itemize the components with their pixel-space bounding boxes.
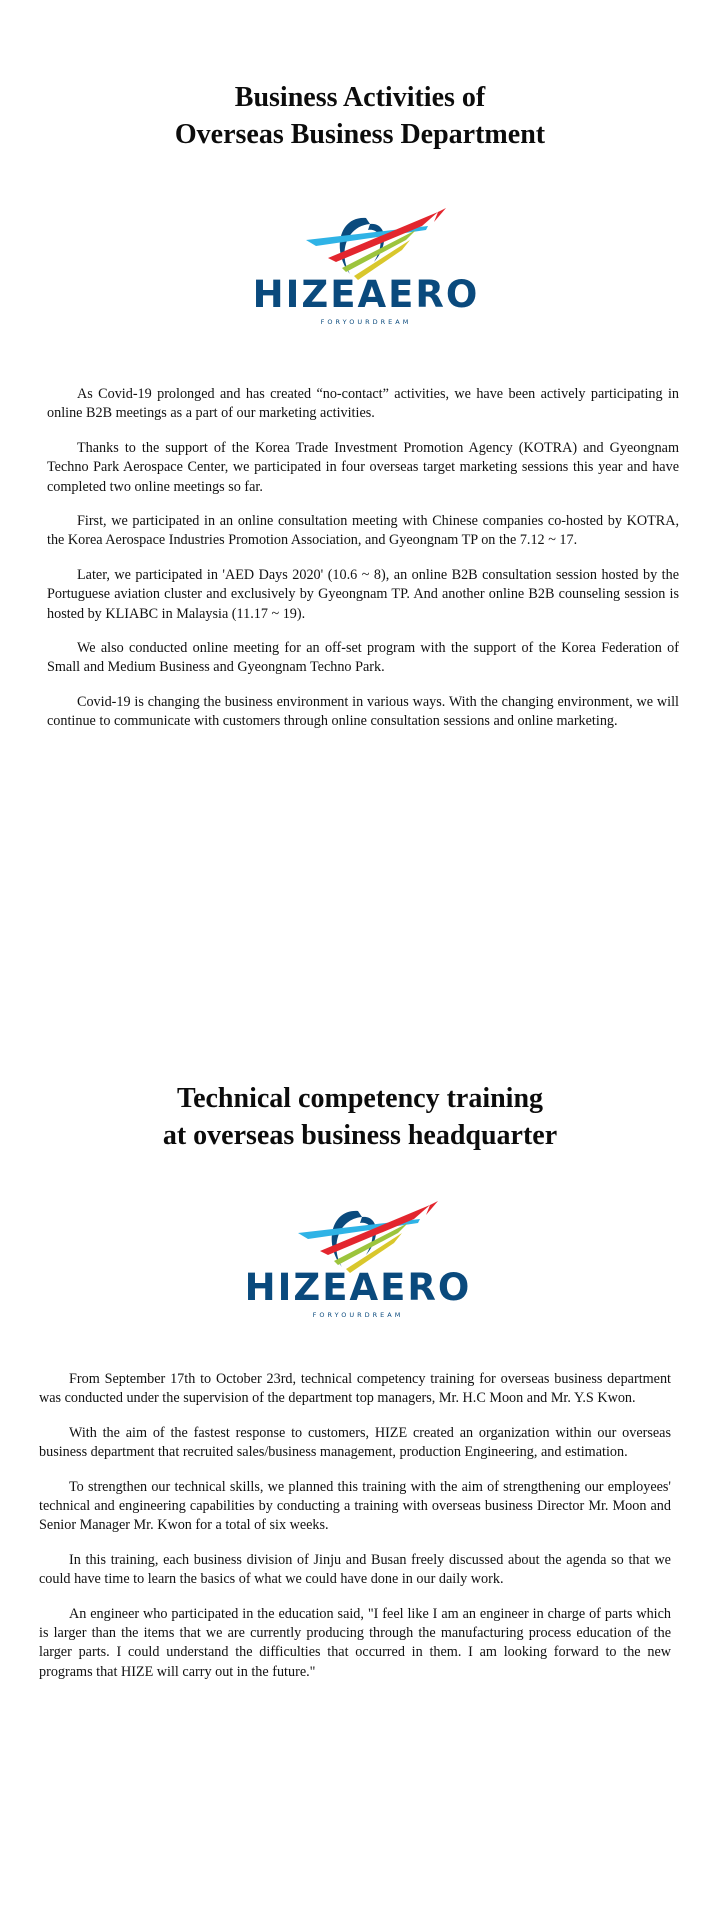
- title-line-2: Overseas Business Department: [174, 119, 546, 150]
- paragraph: First, we participated in an online consultation meeting with Chinese companies co-hosted by KOTRA, the Korea Aerospace Industries Promotion Association, and Gyeongnam TP on the 7.12 ~ 17.: [47, 513, 679, 549]
- logo-wordmark: HIZEAERO: [252, 273, 480, 316]
- paragraph: With the aim of the fastest response to customers, HIZE created an organization within our overseas business department that recruited sales/business management, production Engineering, and estimation.: [39, 1424, 671, 1461]
- paragraph: To strengthen our technical skills, we planned this training with the aim of strengthening our employees' technical and engineering capabilities by conducting a training with overseas business Director Mr. Moon and Senior Manager Mr. Kwon for a total of six weeks.: [39, 1478, 671, 1534]
- title-line-1: Business Activities of: [234, 82, 486, 113]
- paragraph: From September 17th to October 23rd, technical competency training for overseas business department was conducted under the supervision of the department top managers, Mr. H.C Moon and Mr. Y.S Kwon.: [39, 1371, 671, 1407]
- hizeaero-logo-mark-icon: [238, 1193, 478, 1329]
- hizeaero-logo-mark-icon: [246, 200, 486, 336]
- logo-tagline: FORYOURDREAM: [312, 1311, 404, 1319]
- article-body: [39, 1370, 671, 1697]
- title-line-1: Technical competency training: [176, 1083, 544, 1114]
- logo-tagline: FORYOURDREAM: [320, 318, 412, 326]
- article-title: [0, 79, 720, 153]
- hizeaero-logo: [238, 1193, 478, 1329]
- logo-wordmark: HIZEAERO: [244, 1266, 472, 1309]
- article-body: [47, 385, 679, 747]
- paragraph: As Covid-19 prolonged and has created “no-contact” activities, we have been actively participating in online B2B meetings as a part of our marketing activities.: [47, 386, 679, 422]
- paragraph: In this training, each business division of Jinju and Busan freely discussed about the agenda so that we could have time to learn the basics of what we could have done in our daily work.: [39, 1551, 671, 1588]
- paragraph: Later, we participated in 'AED Days 2020' (10.6 ~ 8), an online B2B consultation session hosted by the Portuguese aviation cluster and exclusively by Gyeongnam TP. And another online B2B counseling session is hosted by KLIABC in Malaysia (11.17 ~ 19).: [47, 566, 679, 622]
- paragraph: We also conducted online meeting for an off-set program with the support of the Korea Federation of Small and Medium Business and Gyeongnam Techno Park.: [47, 640, 679, 676]
- title-line-2: at overseas business headquarter: [162, 1120, 558, 1151]
- paragraph: Covid-19 is changing the business environment in various ways. With the changing environment, we will continue to communicate with customers through online consultation sessions and online marketing.: [47, 693, 679, 730]
- hizeaero-logo: [246, 200, 486, 336]
- article-title: [0, 1080, 720, 1154]
- paragraph: An engineer who participated in the education said, "I feel like I am an engineer in charge of parts which is larger than the items that we are currently producing through the manufacturing process education of the larger parts. I could understand the difficulties that occurred in them. I am looking forward to the new programs that HIZE will carry out in the future.": [39, 1605, 671, 1680]
- paragraph: Thanks to the support of the Korea Trade Investment Promotion Agency (KOTRA) and Gyeongnam Techno Park Aerospace Center, we participated in four overseas target marketing sessions this year and have completed two online meetings so far.: [47, 439, 679, 495]
